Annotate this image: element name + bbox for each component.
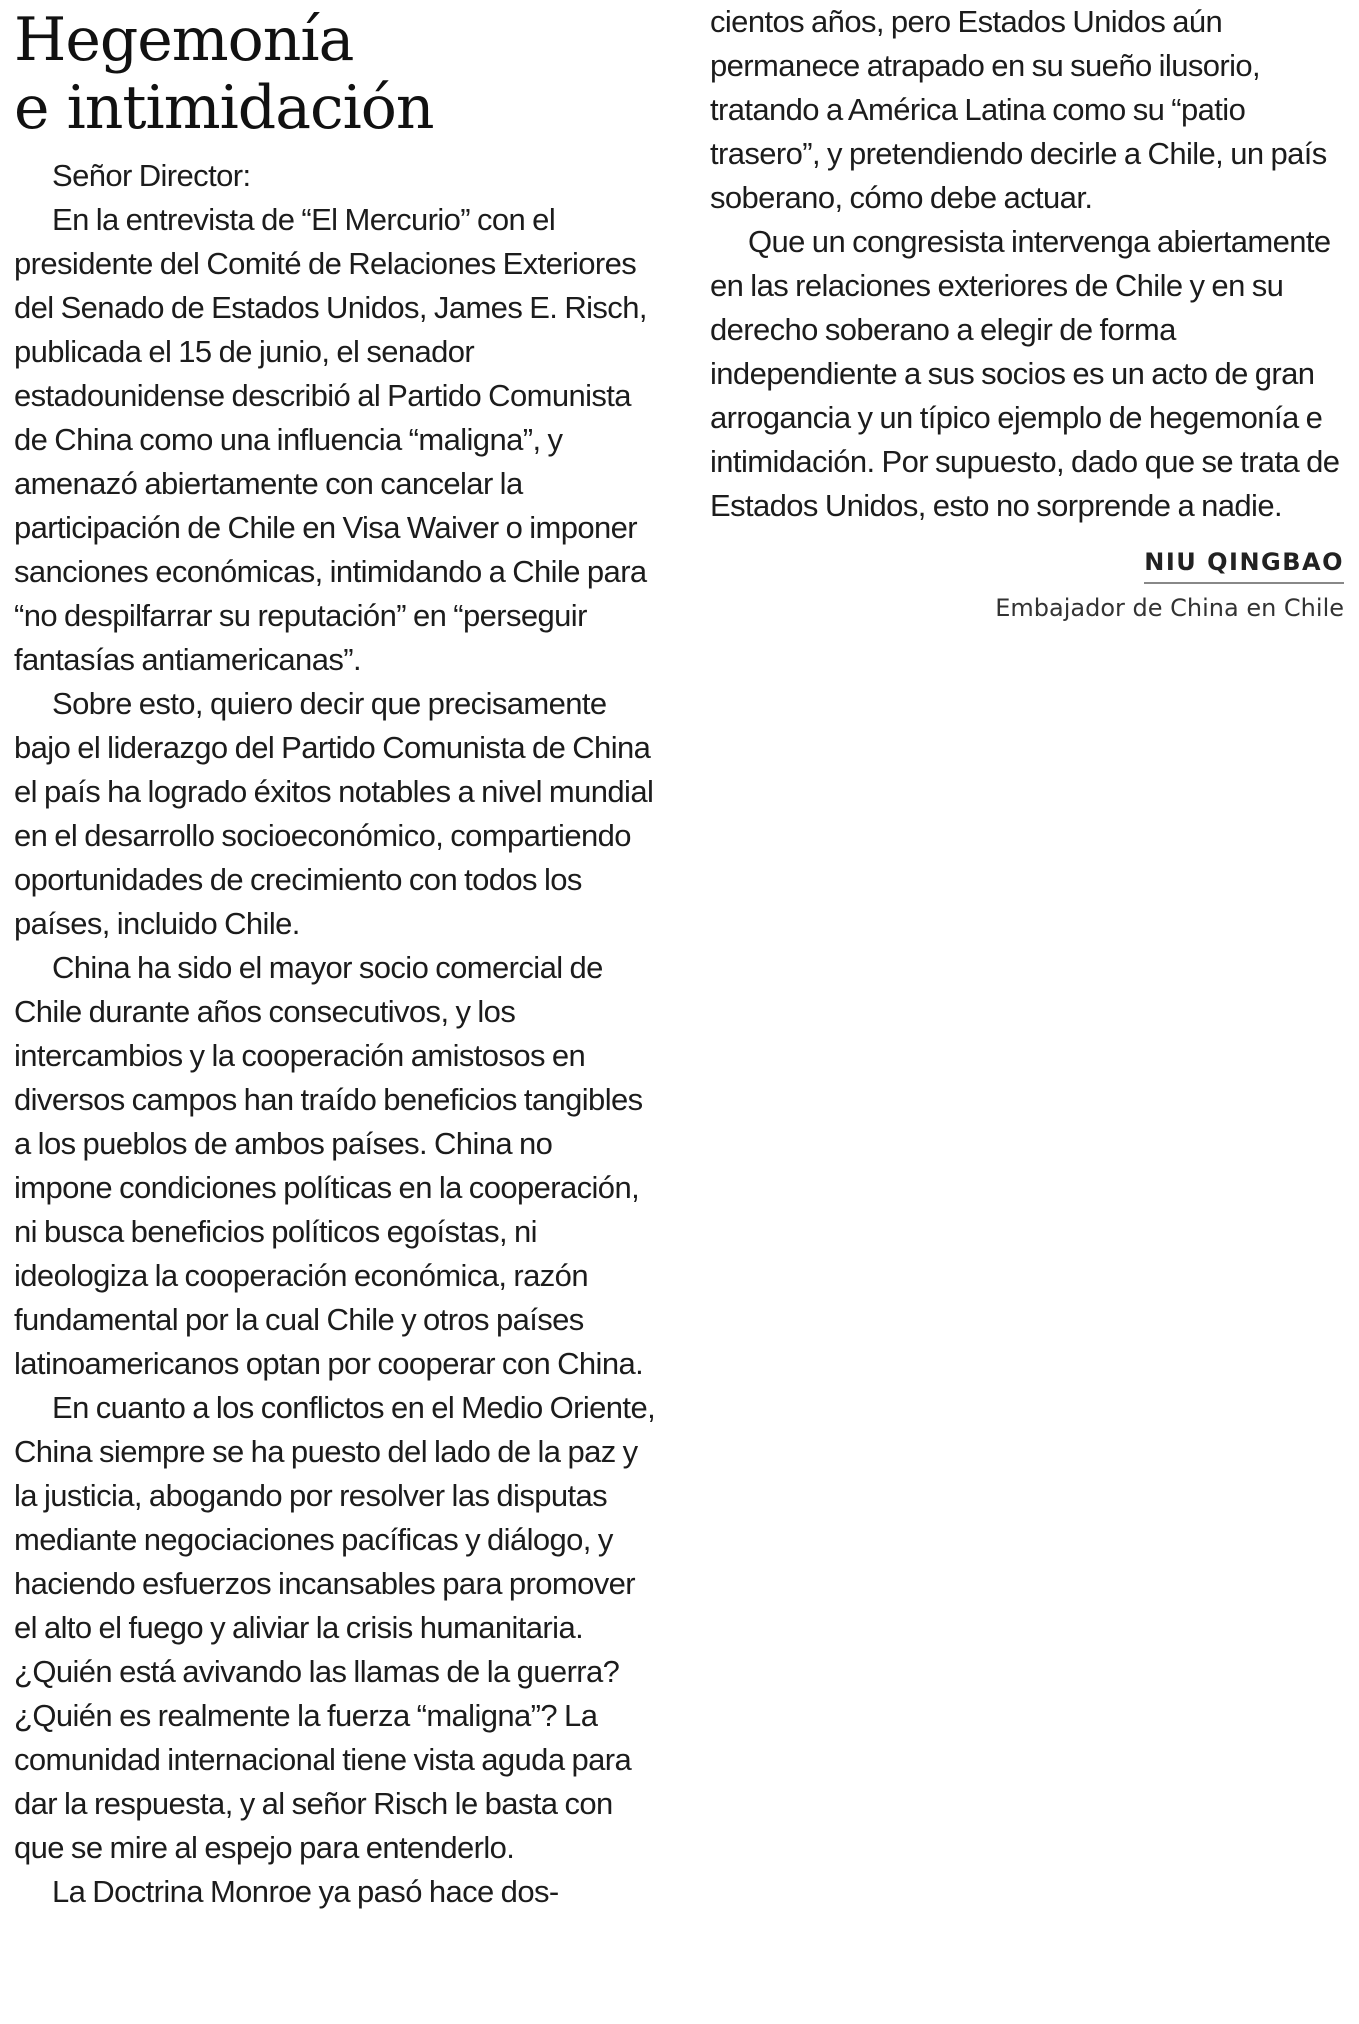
paragraph-5-continued: cientos años, pero Estados Unidos aún permanece atrapado en su sueño ilusorio, tratando a América Latina como su “patio trasero”, y pretendiendo decirle a Chile, un país soberano, cómo debe actuar. xyxy=(710,4,1327,215)
headline-line-2: e intimidación xyxy=(14,73,434,143)
paragraph-3: China ha sido el mayor socio comercial de Chile durante años consecutivos, y los intercambios y la cooperación amistosos en diversos campos han traído beneficios tangibles a los pueblos de ambos países. China no impone condiciones políticas en la cooperación, ni busca beneficios políticos egoístas, ni ideologiza la cooperación económica, razón fundamental por la cual Chile y otros países latinoamericanos optan por cooperar con China. xyxy=(14,950,644,1381)
signature-title: Embajador de China en Chile xyxy=(995,594,1344,622)
headline xyxy=(14,6,656,142)
right-column xyxy=(710,0,1344,622)
paragraph-1: En la entrevista de “El Mercurio” con el presidente del Comité de Relaciones Exteriores del Senado de Estados Unidos, James E. Risch, publicada el 15 de junio, el senador estadounidense describió al Partido Comunista de China como una influencia “maligna”, y amenazó abiertamente con cancelar la participación de Chile en Visa Waiver o imponer sanciones económicas, intimidando a Chile para “no despilfarrar su reputación” en “perseguir fantasías antiamericanas”. xyxy=(14,202,647,677)
paragraph-6: Que un congresista intervenga abiertamente en las relaciones exteriores de Chile y en su derecho soberano a elegir de forma independiente a sus socios es un acto de gran arrogancia y un típico ejemplo de hegemonía e intimidación. Por supuesto, dado que se trata de Estados Unidos, esto no sorprende a nadie. xyxy=(710,224,1340,523)
left-column xyxy=(14,0,656,1914)
paragraph-4: En cuanto a los conflictos en el Medio Oriente, China siempre se ha puesto del lado de la paz y la justicia, abogando por resolver las disputas mediante negociaciones pacíficas y diálogo, y haciendo esfuerzos incansables para promover el alto el fuego y aliviar la crisis humanitaria. ¿Quién está avivando las llamas de la guerra? ¿Quién es realmente la fuerza “maligna”? La comunidad internacional tiene vista aguda para dar la respuesta, y al señor Risch le basta con que se mire al espejo para entenderlo. xyxy=(14,1390,656,1865)
salutation: Señor Director: xyxy=(52,158,251,193)
letter-body xyxy=(14,154,656,1914)
paragraph-5: La Doctrina Monroe ya pasó hace dos- xyxy=(52,1874,559,1909)
letter-body-continued xyxy=(710,0,1344,528)
signature-block xyxy=(710,548,1344,622)
signature-name: NIU QINGBAO xyxy=(1144,548,1344,584)
headline-line-1: Hegemonía xyxy=(14,5,354,75)
paragraph-2: Sobre esto, quiero decir que precisamente bajo el liderazgo del Partido Comunista de China el país ha logrado éxitos notables a nivel mundial en el desarrollo socioeconómico, compartiendo oportunidades de crecimiento con todos los países, incluido Chile. xyxy=(14,686,654,941)
